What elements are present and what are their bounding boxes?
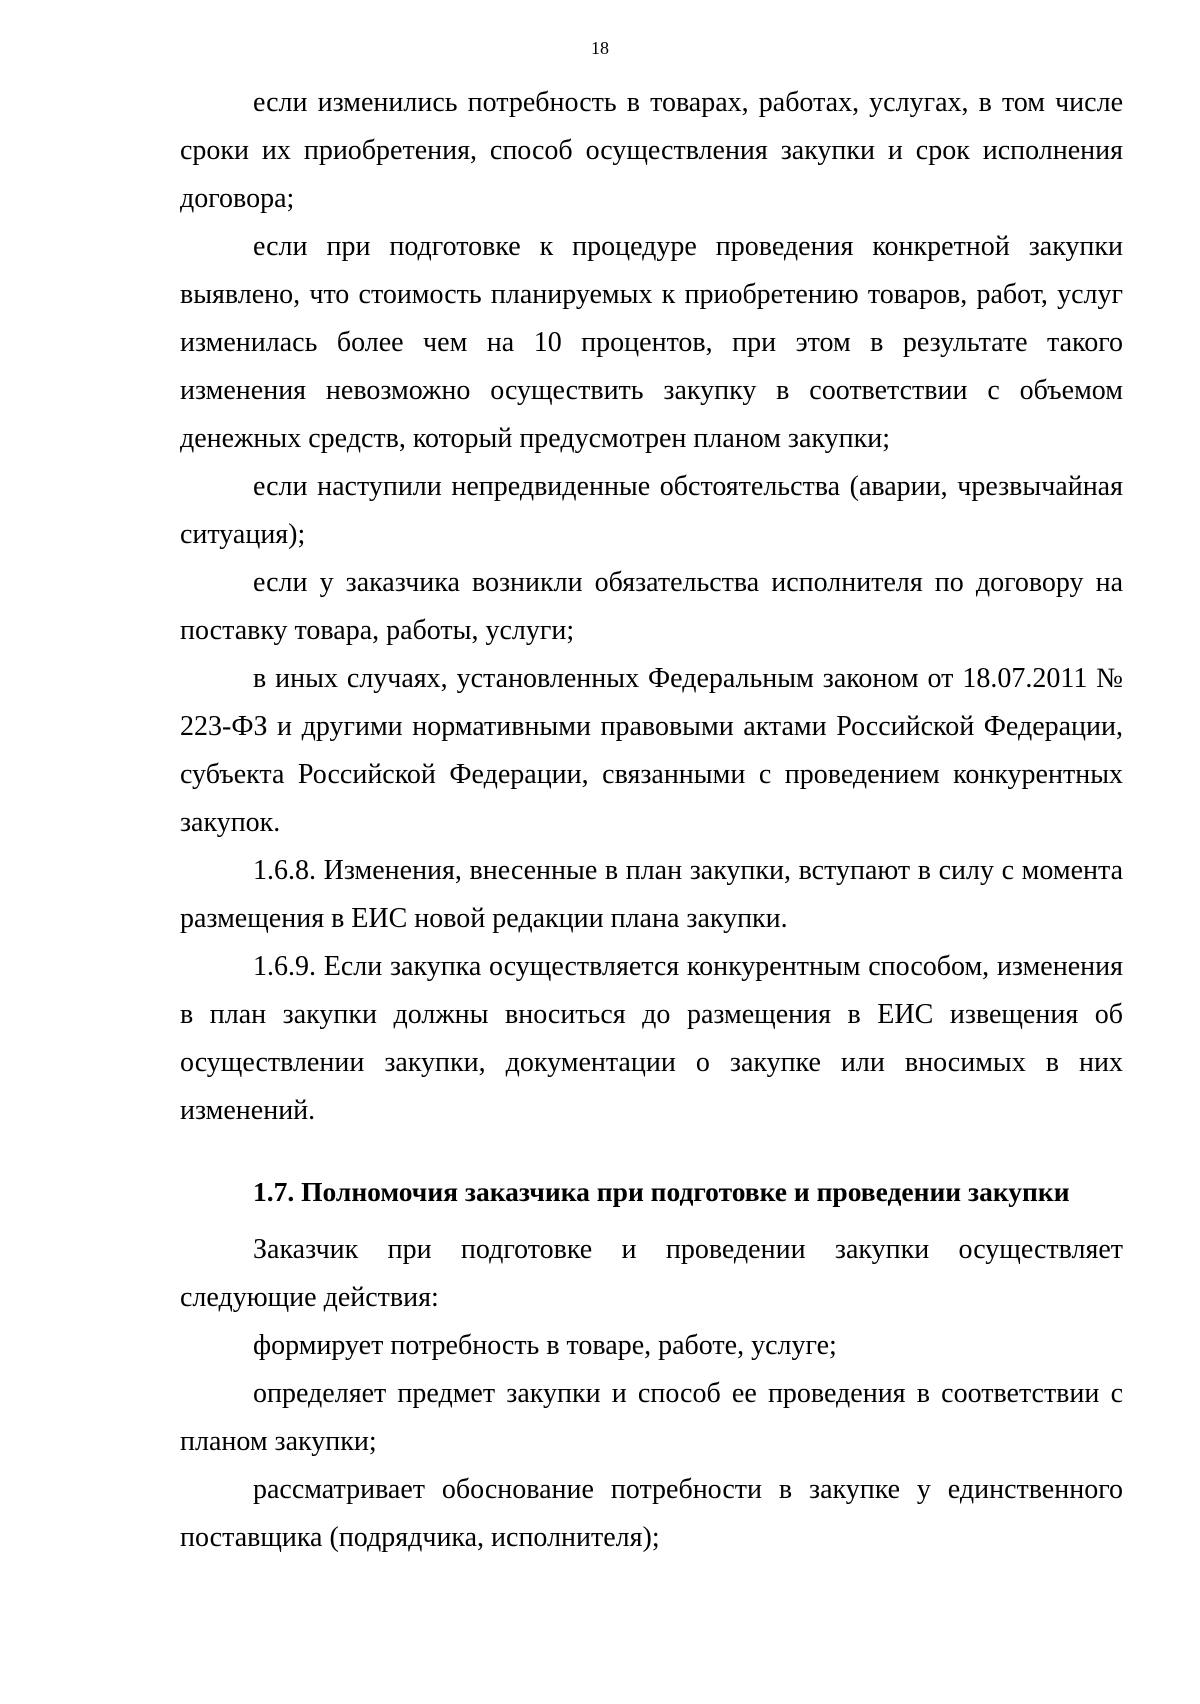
paragraph: если изменились потребность в товарах, работах, услугах, в том числе сроки их приобретения, способ осуществления закупки и срок исполнения договора; (180, 87, 1123, 214)
paragraph: определяет предмет закупки и способ ее проведения в соответствии с планом закупки; (180, 1378, 1123, 1457)
paragraph-1-6-9: 1.6.9. Если закупка осуществляется конкурентным способом, изменения в план закупки должны вноситься до размещения в ЕИС извещения об осуществлении закупки, документации о закупке или вносимых в них изменений. (180, 951, 1123, 1126)
paragraph-1-6-8: 1.6.8. Изменения, внесенные в план закупки, вступают в силу с момента размещения в ЕИС новой редакции плана закупки. (180, 855, 1123, 934)
paragraph: если при подготовке к процедуре проведения конкретной закупки выявлено, что стоимость планируемых к приобретению товаров, работ, услуг изменилась более чем на 10 процентов, при этом в результате такого изменения невозможно осуществить закупку в соответствии с объемом денежных средств, который предусмотрен планом закупки; (180, 231, 1123, 454)
page-content (180, 79, 1123, 1562)
paragraph: Заказчик при подготовке и проведении закупки осуществляет следующие действия: (180, 1234, 1123, 1313)
page-number: 18 (591, 38, 609, 58)
paragraph: рассматривает обоснование потребности в закупке у единственного поставщика (подрядчика, исполнителя); (180, 1474, 1123, 1553)
section-heading-1-7: 1.7. Полномочия заказчика при подготовке и проведении закупки (253, 1176, 1070, 1207)
paragraph: если у заказчика возникли обязательства исполнителя по договору на поставку товара, работы, услуги; (180, 567, 1123, 646)
paragraph: формирует потребность в товаре, работе, услуге; (253, 1330, 837, 1361)
paragraph: если наступили непредвиденные обстоятельства (аварии, чрезвычайная ситуация); (180, 471, 1123, 550)
paragraph: в иных случаях, установленных Федеральным законом от 18.07.2011 № 223-ФЗ и другими нормативными правовыми актами Российской Федерации, субъекта Российской Федерации, связанными с проведением конкурентных закупок. (180, 663, 1123, 838)
